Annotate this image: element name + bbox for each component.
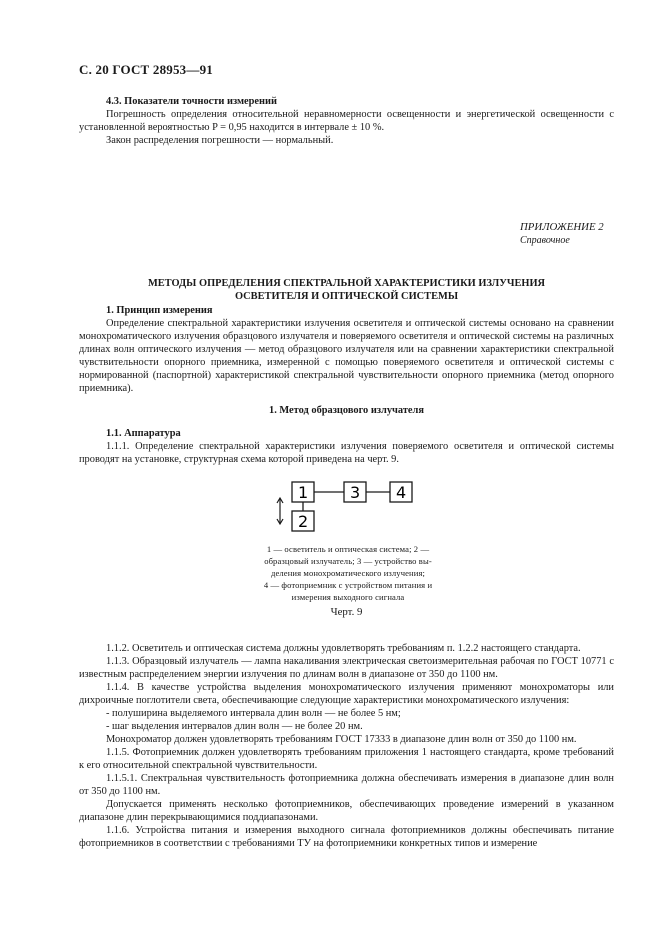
method-heading: 1. Метод образцового излучателя: [269, 405, 424, 416]
paragraph-1-1-3: 1.1.3. Образцовый излучатель — лампа накаливания электрическая светоизмерительная рабочая по ГОСТ 10771 с известным распределением энергии излучения по длинам волн в диапазоне от 350 до 1100 нм.: [79, 656, 614, 680]
paragraph-1-1-4: 1.1.4. В качестве устройства выделения монохроматического излучения применяют монохроматоры или дихроичные поглотители света, обеспечивающие следующие характеристики монохроматического излучения:: [79, 682, 614, 706]
principle-paragraph: Определение спектральной характеристики излучения осветителя и оптической системы основано на сравнении монохроматического излучения образцового излучателя и поверяемого осветителя и оптической системы на различных длинах волн оптического излучения — метод образцового излучателя или на сравнении характеристики спектральной чувствительности опорного приемника, измеренной с помощью поверяемого осветителя и оптической системы с нормированной (паспортной) характеристикой спектральной чувствительности опорного приемника (метод опорного приемника).: [79, 318, 614, 394]
apparatus-heading: 1.1. Аппаратура: [106, 428, 181, 439]
appendix-type: Справочное: [520, 235, 570, 246]
scheme-label-4: 4: [396, 483, 407, 502]
appendix-title: [79, 277, 614, 303]
figure-caption: [248, 543, 448, 603]
list-item-halfwidth: - полуширина выделяемого интервала длин волн — не более 5 нм;: [106, 708, 401, 719]
appendix-number: ПРИЛОЖЕНИЕ 2: [520, 221, 604, 233]
scheme-label-1: 1: [298, 483, 309, 502]
section-principle: [79, 304, 614, 395]
paragraph-allowed: Допускается применять несколько фотоприемников, обеспечивающих проведение измерений в указанном диапазоне длин перекрывающимися поддиапазонами.: [79, 799, 614, 823]
caption-line-2: образцовый излучатель; 3 — устройство вы-: [264, 556, 432, 566]
structural-scheme-diagram: [270, 478, 420, 540]
caption-line-4: 4 — фотоприемник с устройством питания и: [263, 580, 433, 590]
figure-number: Черт. 9: [330, 606, 363, 618]
page-header: С. 20 ГОСТ 28953—91: [79, 62, 213, 77]
section-apparatus: [79, 427, 614, 466]
paragraph-1-1-6: 1.1.6. Устройства питания и измерения выходного сигнала фотоприемников должны обеспечивать питание фотоприемников в соответствии с требованиями ТУ на фотоприемники конкретных типов и измерение: [79, 825, 614, 849]
caption-line-3: деления монохроматического излучения;: [271, 568, 425, 578]
section-4-3-heading: 4.3. Показатели точности измерений: [106, 96, 278, 107]
section-4-3: [79, 95, 614, 147]
caption-line-1: 1 — осветитель и оптическая система; 2 —: [266, 544, 430, 554]
section-4-3-paragraph-2: Закон распределения погрешности — нормальный.: [106, 135, 334, 146]
section-4-3-paragraph-1: Погрешность определения относительной неравномерности освещенности и энергетической освещенности с установленной вероятностью P = 0,95 находится в интервале ± 10 %.: [79, 109, 614, 133]
scheme-label-3: 3: [350, 483, 361, 502]
appendix-title-line-1: МЕТОДЫ ОПРЕДЕЛЕНИЯ СПЕКТРАЛЬНОЙ ХАРАКТЕРИСТИКИ ИЗЛУЧЕНИЯ: [147, 278, 546, 289]
section-body: [79, 642, 614, 850]
appendix-label: [520, 220, 604, 248]
principle-heading: 1. Принцип измерения: [106, 305, 213, 316]
list-item-step: - шаг выделения интервалов длин волн — не более 20 нм.: [106, 721, 363, 732]
paragraph-1-1-5-1: 1.1.5.1. Спектральная чувствительность фотоприемника должна обеспечивать измерения в диапазоне длин волн от 350 до 1100 нм.: [79, 773, 614, 797]
paragraph-1-1-2: 1.1.2. Осветитель и оптическая система должны удовлетворять требованиям п. 1.2.2 настоящего стандарта.: [106, 643, 581, 654]
caption-line-5: измерения выходного сигнала: [291, 592, 405, 602]
paragraph-1-1-1: 1.1.1. Определение спектральной характеристики излучения поверяемого осветителя и оптической системы проводят на установке, структурная схема которой приведена на черт. 9.: [79, 441, 614, 465]
scheme-double-arrow: [277, 498, 283, 524]
paragraph-monochromator: Монохроматор должен удовлетворять требованиям ГОСТ 17333 в диапазоне длин волн от 350 до 1100 нм.: [106, 734, 577, 745]
scheme-label-2: 2: [298, 512, 309, 531]
appendix-title-line-2: ОСВЕТИТЕЛЯ И ОПТИЧЕСКОЙ СИСТЕМЫ: [234, 291, 459, 302]
paragraph-1-1-5: 1.1.5. Фотоприемник должен удовлетворять требованиям приложения 1 настоящего стандарта, кроме требований к его относительной спектральной чувствительности.: [79, 747, 614, 771]
